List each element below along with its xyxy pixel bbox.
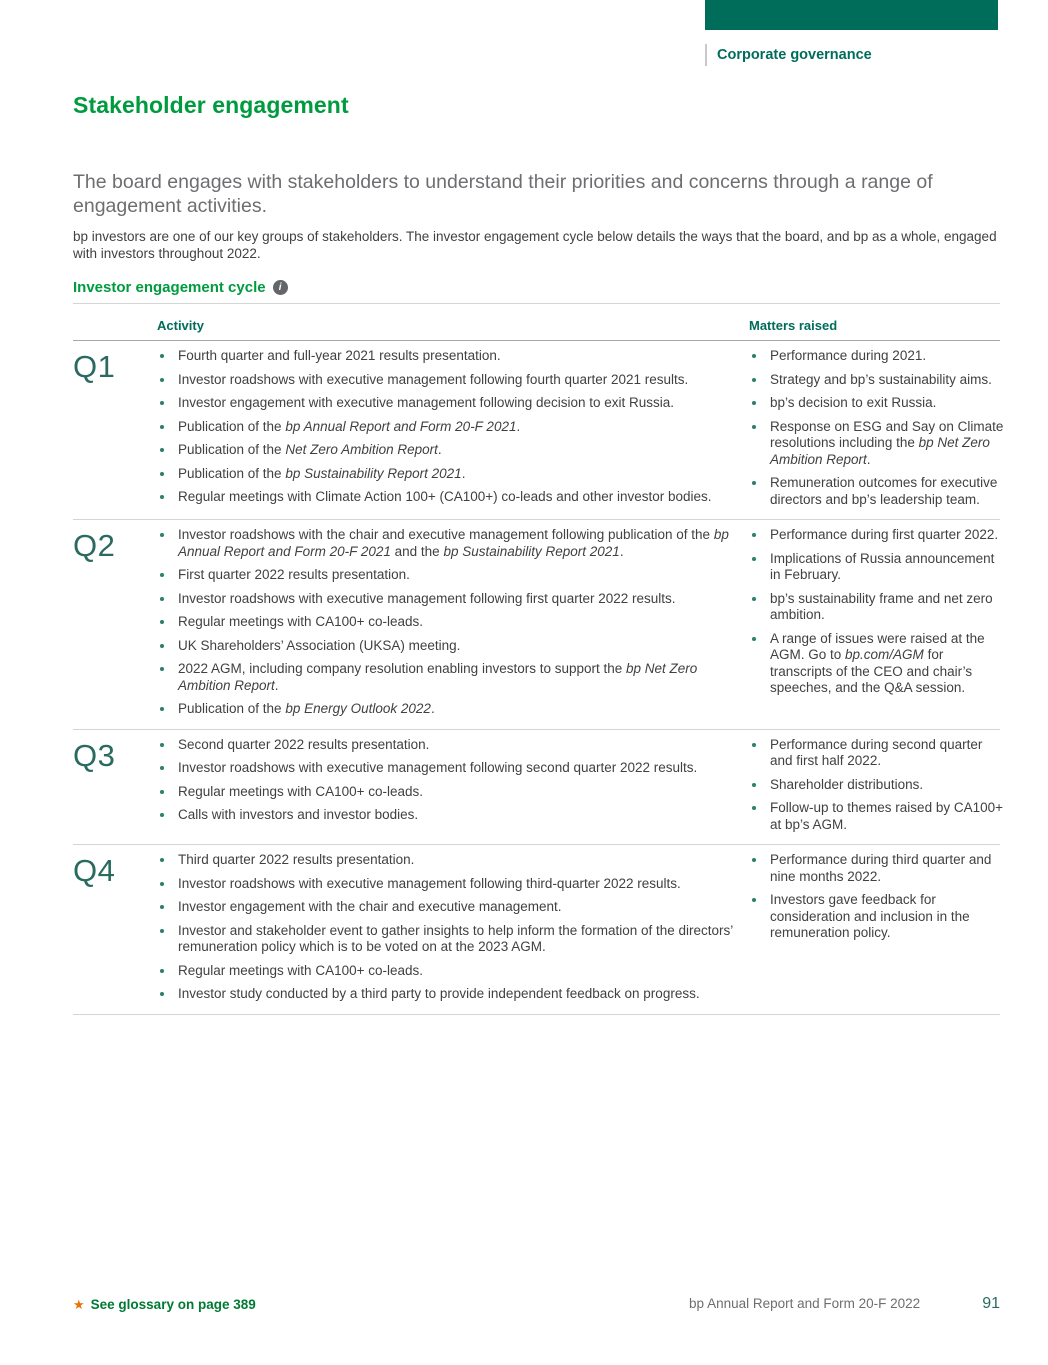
bullet-item — [749, 527, 1007, 544]
bullet-text: Regular meetings with CA100+ co-leads. — [178, 962, 424, 978]
bullet-text: Calls with investors and investor bodies. — [178, 807, 419, 822]
quarter-label: Q4 — [73, 853, 116, 888]
table-header-row — [73, 313, 1000, 341]
glossary-link[interactable] — [73, 1297, 256, 1312]
bullet-text: Shareholder distributions. — [770, 776, 924, 792]
bullet-text: Investor roadshows with the chair and executive management following publication of the bp Annual Report and Form 20-F 2021 and the bp Sustainability Report 2021. — [178, 527, 729, 559]
matters-list — [749, 852, 1007, 1005]
intro-paragraph: bp investors are one of our key groups of stakeholders. The investor engagement cycle below details the ways that the board, and bp as a whole, engaged with investors throughout 2022. — [73, 229, 997, 261]
bullet-text: Performance during first quarter 2022. — [770, 527, 999, 542]
bullet-text: Performance during second quarter and first half 2022. — [770, 736, 983, 768]
bullet-text: Regular meetings with CA100+ co-leads. — [178, 783, 424, 799]
bullet-item — [749, 591, 1007, 624]
bullet-text: Third quarter 2022 results presentation. — [178, 852, 415, 867]
bullet-text: Investor study conducted by a third party to provide independent feedback on progress. — [178, 986, 700, 1001]
page-number: 91 — [982, 1295, 1000, 1312]
page-footer — [73, 1295, 1000, 1313]
bullet-text: bp’s decision to exit Russia. — [770, 395, 937, 410]
activity-list — [157, 852, 742, 1005]
bullet-item — [157, 527, 742, 560]
bullet-item — [157, 701, 742, 718]
glossary-text: See glossary on page 389 — [90, 1296, 256, 1312]
bullet-text: A range of issues were raised at the AGM. Go to bp.com/AGM for transcripts of the CEO and chair’s speeches, and the Q&A session. — [770, 630, 985, 695]
bullet-text: Investor and stakeholder event to gather insights to help inform the formation of the directors’ remuneration policy which is to be voted on at the 2023 AGM. — [178, 922, 733, 954]
section-label: Corporate governance — [717, 47, 872, 63]
bullet-item — [157, 661, 742, 694]
bullet-item — [749, 348, 1007, 365]
bullet-item — [749, 777, 1007, 794]
bullet-item — [157, 923, 742, 956]
bullet-item — [157, 899, 742, 916]
page-title: Stakeholder engagement — [73, 92, 349, 118]
activity-list — [157, 737, 742, 836]
top-accent-bar — [705, 0, 998, 30]
bullet-item — [749, 892, 1007, 942]
activity-list — [157, 527, 742, 720]
bullet-item — [749, 475, 1007, 508]
bullet-item — [157, 760, 742, 777]
bullet-item — [157, 986, 742, 1003]
bullet-text: Fourth quarter and full-year 2021 results presentation. — [178, 348, 501, 363]
bullet-text: Regular meetings with CA100+ co-leads. — [178, 614, 424, 629]
table-row — [73, 845, 1000, 1015]
bullet-item — [749, 737, 1007, 770]
bullet-item — [749, 419, 1007, 469]
bullet-item — [157, 442, 742, 459]
quarter-label: Q3 — [73, 737, 116, 773]
cycle-section-header — [73, 279, 1000, 304]
bullet-text: 2022 AGM, including company resolution enabling investors to support the bp Net Zero Ambition Report. — [178, 661, 698, 693]
bullet-item — [157, 963, 742, 980]
engagement-table — [73, 313, 1004, 1015]
bullet-item — [157, 466, 742, 483]
bullet-text: Investor roadshows with executive management following third-quarter 2022 results. — [178, 875, 681, 891]
bullet-text: Response on ESG and Say on Climate resolutions including the bp Net Zero Ambition Report. — [770, 418, 1004, 467]
bullet-text: Second quarter 2022 results presentation. — [178, 736, 430, 752]
bullet-text: Follow-up to themes raised by CA100+ at bp’s AGM. — [770, 800, 1003, 832]
bullet-text: bp’s sustainability frame and net zero ambition. — [770, 590, 993, 622]
bullet-text: First quarter 2022 results presentation. — [178, 567, 410, 582]
report-meta — [689, 1295, 1000, 1313]
bullet-item — [157, 489, 742, 506]
bullet-text: Investor roadshows with executive management following first quarter 2022 results. — [178, 590, 676, 606]
bullet-text: Publication of the bp Annual Report and Form 20-F 2021. — [178, 418, 521, 434]
table-body — [73, 341, 1004, 1015]
bullet-text: Investor engagement with the chair and executive management. — [178, 899, 562, 914]
report-name: bp Annual Report and Form 20-F 2022 — [689, 1296, 921, 1311]
bullet-text: Regular meetings with Climate Action 100+ (CA100+) co-leads and other investor bodies. — [178, 489, 712, 504]
bullet-item — [749, 551, 1007, 584]
matters-list — [749, 348, 1007, 510]
bullet-text: Implications of Russia announcement in February. — [770, 550, 995, 582]
column-header-activity: Activity — [157, 318, 204, 333]
bullet-text: Investors gave feedback for consideration and inclusion in the remuneration policy. — [770, 892, 970, 940]
bullet-item — [749, 372, 1007, 389]
star-icon: ★ — [73, 1296, 85, 1312]
bullet-item — [157, 852, 742, 869]
bullet-text: Investor roadshows with executive management following second quarter 2022 results. — [178, 760, 698, 775]
bullet-item — [157, 567, 742, 584]
matters-list — [749, 527, 1007, 720]
bullet-item — [157, 348, 742, 365]
bullet-text: Publication of the Net Zero Ambition Report. — [178, 442, 442, 457]
bullet-item — [157, 614, 742, 631]
breadcrumb-divider — [705, 44, 707, 66]
bullet-item — [157, 737, 742, 754]
bullet-text: Strategy and bp’s sustainability aims. — [770, 371, 992, 387]
table-row — [73, 341, 1004, 520]
bullet-text: Remuneration outcomes for executive directors and bp’s leadership team. — [770, 475, 998, 507]
bullet-item — [157, 876, 742, 893]
bullet-text: Publication of the bp Sustainability Report 2021. — [178, 465, 466, 481]
bullet-item — [749, 852, 1007, 885]
bullet-text: UK Shareholders’ Association (UKSA) meeting. — [178, 637, 461, 653]
bullet-item — [749, 395, 1007, 412]
table-row — [73, 730, 1003, 846]
quarter-label: Q2 — [73, 528, 116, 563]
matters-list — [749, 737, 1007, 836]
bullet-text: Performance during third quarter and nine months 2022. — [770, 852, 992, 884]
bullet-item — [157, 372, 742, 389]
bullet-item — [749, 631, 1007, 697]
bullet-item — [157, 395, 742, 412]
lead-paragraph: The board engages with stakeholders to understand their priorities and concerns through a range of engagement activities. — [73, 171, 933, 217]
activity-list — [157, 348, 742, 510]
bullet-item — [157, 638, 742, 655]
bullet-text: Performance during 2021. — [770, 348, 927, 363]
bullet-item — [157, 419, 742, 436]
bullet-text: Publication of the bp Energy Outlook 2022. — [178, 701, 435, 716]
table-row — [73, 520, 1000, 730]
column-header-matters: Matters raised — [749, 318, 838, 333]
bullet-item — [157, 784, 742, 801]
info-icon[interactable]: i — [273, 280, 288, 295]
cycle-heading: Investor engagement cycle — [73, 279, 266, 296]
bullet-item — [157, 807, 742, 824]
bullet-text: Investor engagement with executive management following decision to exit Russia. — [178, 395, 675, 410]
breadcrumb — [705, 44, 872, 66]
bullet-item — [749, 800, 1007, 833]
quarter-label: Q1 — [73, 349, 116, 384]
bullet-text: Investor roadshows with executive management following fourth quarter 2021 results. — [178, 371, 689, 387]
bullet-item — [157, 591, 742, 608]
